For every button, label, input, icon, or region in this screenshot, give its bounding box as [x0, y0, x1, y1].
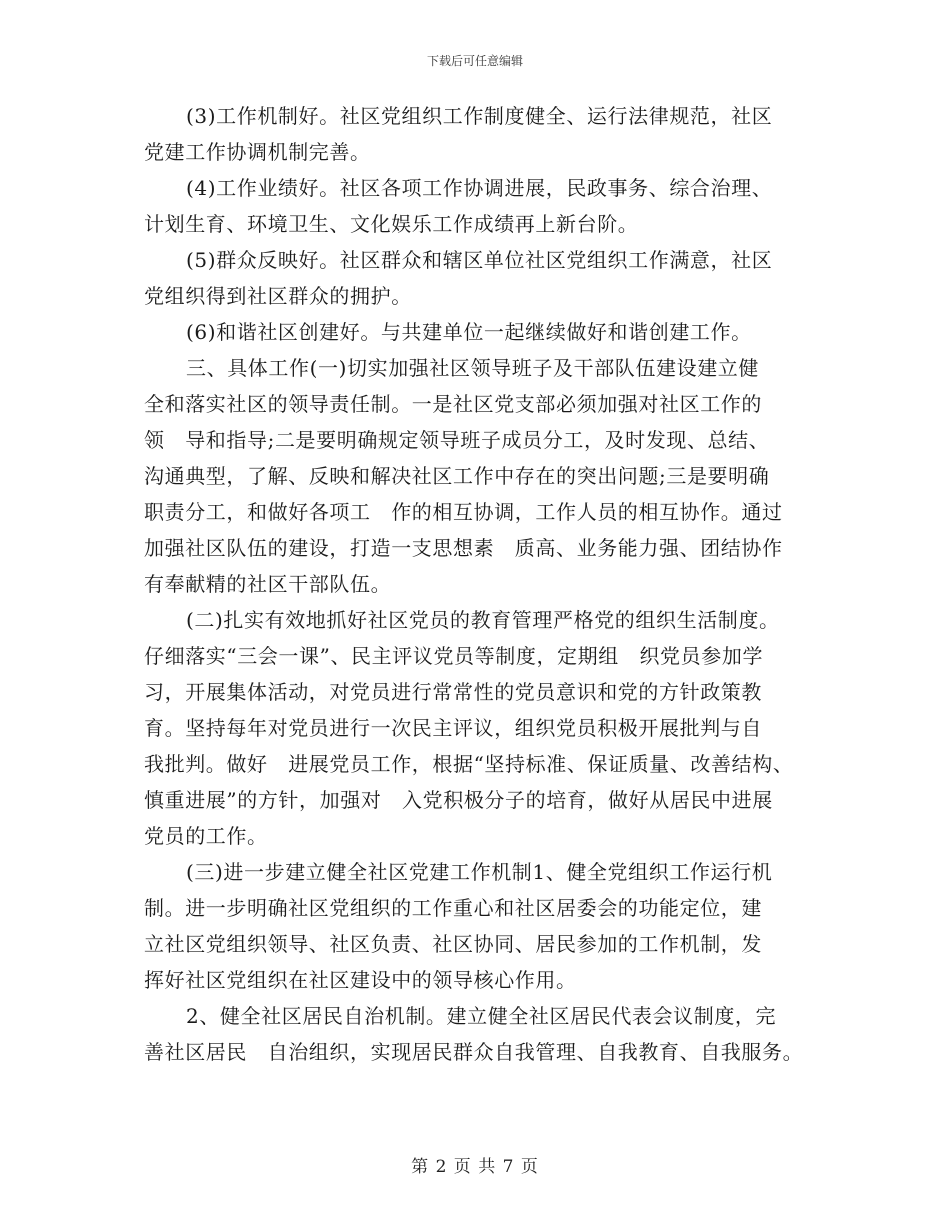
text-line: 全和落实社区的领导责任制。一是社区党支部必须加强对社区工作的 — [144, 392, 762, 416]
text-line: 沟通典型，了解、反映和解决社区工作中存在的突出问题;三是要明确 — [144, 464, 770, 488]
page-number-footer: 第 2 页 共 7 页 — [411, 1157, 539, 1177]
document-body — [144, 98, 816, 1070]
text-line: 党建工作协调机制完善。 — [144, 140, 371, 164]
paragraph-public-feedback — [144, 242, 816, 314]
paragraph-party-building-mechanism — [144, 854, 816, 998]
paragraph-work-performance — [144, 170, 816, 242]
text-line: 我批判。做好 进展党员工作，根据“坚持标准、保证质量、改善结构、 — [144, 752, 794, 776]
text-line: 2、健全社区居民自治机制。建立健全社区居民代表会议制度，完 — [186, 1004, 777, 1028]
paragraph-party-member-education — [144, 602, 816, 854]
text-line: 立社区党组织领导、社区负责、社区协同、居民参加的工作机制，发 — [144, 932, 762, 956]
text-line: (二)扎实有效地抓好社区党员的教育管理严格党的组织生活制度。 — [186, 608, 780, 632]
text-line: 善社区居民 自治组织，实现居民群众自我管理、自我教育、自我服务。 — [144, 1040, 804, 1064]
text-line: 育。坚持每年对党员进行一次民主评议，组织党员积极开展批判与自 — [144, 716, 762, 740]
text-line: 有奉献精的社区干部队伍。 — [144, 572, 392, 596]
text-line: 职责分工，和做好各项工 作的相互协调，工作人员的相互协作。通过 — [144, 500, 783, 524]
page-header: 下载后可任意编辑 — [426, 54, 523, 68]
text-line: (3)工作机制好。社区党组织工作制度健全、运行法律规范，社区 — [186, 104, 773, 128]
text-line: 计划生育、环境卫生、文化娱乐工作成绩再上新台阶。 — [144, 212, 639, 236]
text-line: 慎重进展”的方针，加强对 入党积极分子的培育，做好从居民中进展 — [144, 788, 773, 812]
text-line: 加强社区队伍的建设，打造一支思想素 质高、业务能力强、团结协作 — [144, 536, 783, 560]
text-line: 党组织得到社区群众的拥护。 — [144, 284, 412, 308]
text-line: 习，开展集体活动，对党员进行常常性的党员意识和党的方针政策教 — [144, 680, 762, 704]
text-line: (6)和谐社区创建好。与共建单位一起继续做好和谐创建工作。 — [186, 320, 752, 344]
text-line: 党员的工作。 — [144, 824, 268, 848]
text-line: 挥好社区党组织在社区建设中的领导核心作用。 — [144, 968, 577, 992]
text-line: 仔细落实“三会一课”、民主评议党员等制度，定期组 织党员参加学 — [144, 644, 764, 668]
paragraph-work-mechanism — [144, 98, 816, 170]
text-line: 领 导和指导;二是要明确规定领导班子成员分工，及时发现、总结、 — [144, 428, 770, 452]
text-line: 三、具体工作(一)切实加强社区领导班子及干部队伍建设建立健 — [186, 356, 760, 380]
paragraph-resident-autonomy — [144, 998, 816, 1070]
paragraph-harmonious-community — [144, 314, 816, 350]
text-line: (4)工作业绩好。社区各项工作协调进展，民政事务、综合治理、 — [186, 176, 773, 200]
text-line: (5)群众反映好。社区群众和辖区单位社区党组织工作满意，社区 — [186, 248, 773, 272]
text-line: (三)进一步建立健全社区党建工作机制1、健全党组织工作运行机 — [186, 860, 773, 884]
paragraph-specific-work — [144, 350, 816, 602]
text-line: 制。进一步明确社区党组织的工作重心和社区居委会的功能定位，建 — [144, 896, 762, 920]
